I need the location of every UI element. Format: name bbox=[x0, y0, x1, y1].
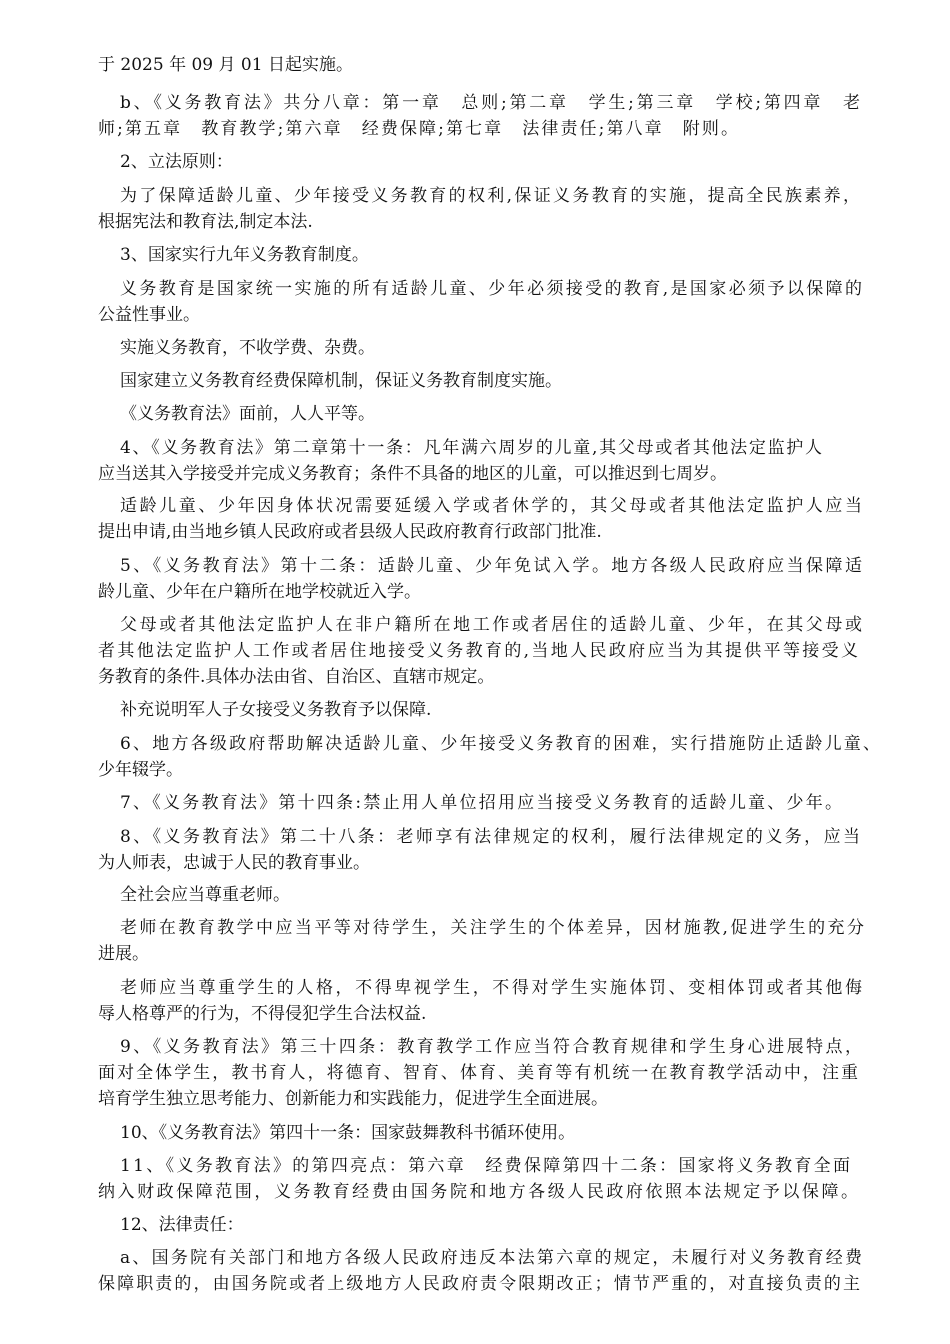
text-line: 为人师表，忠诚于人民的教育事业。 bbox=[98, 853, 370, 873]
text-line: 2、立法原则： bbox=[120, 152, 233, 172]
text-line: 辱人格尊严的行为，不得侵犯学生合法权益. bbox=[98, 1004, 427, 1024]
text-line: 师;第五章 教育教学;第六章 经费保障;第七章 法律责任;第八章 附则。 bbox=[98, 119, 741, 139]
text-line: 少年辍学。 bbox=[98, 760, 183, 780]
text-line: 老师应当尊重学生的人格，不得卑视学生，不得对学生实施体罚、变相体罚或者其他侮 bbox=[120, 978, 865, 998]
text-line: 8、《义务教育法》第二十八条：老师享有法律规定的权利，履行法律规定的义务，应当 bbox=[120, 827, 863, 847]
text-line: 12、法律责任： bbox=[120, 1215, 244, 1235]
text-line: 5、《义务教育法》第十二条：适龄儿童、少年免试入学。地方各级人民政府应当保障适 bbox=[120, 556, 865, 576]
text-line: 补充说明军人子女接受义务教育予以保障. bbox=[120, 700, 432, 720]
text-line: 培育学生独立思考能力、创新能力和实践能力，促进学生全面进展。 bbox=[98, 1089, 608, 1109]
text-line: 7、《义务教育法》第十四条:禁止用人单位招用应当接受义务教育的适龄儿童、少年。 bbox=[120, 793, 845, 813]
text-line: 公益性事业。 bbox=[98, 305, 200, 325]
text-line: 4、《义务教育法》第二章第十一条：凡年满六周岁的儿童,其父母或者其他法定监护人 bbox=[120, 438, 824, 458]
text-line: 父母或者其他法定监护人在非户籍所在地工作或者居住的适龄儿童、少年，在其父母或 bbox=[120, 615, 865, 635]
text-line: 9、《义务教育法》第三十四条：教育教学工作应当符合教育规律和学生身心进展特点， bbox=[120, 1037, 865, 1057]
text-line: 适龄儿童、少年因身体状况需要延缓入学或者休学的，其父母或者其他法定监护人应当 bbox=[120, 496, 865, 516]
text-line: 《义务教育法》面前，人人平等。 bbox=[120, 404, 375, 424]
text-line: 为了保障适龄儿童、少年接受义务教育的权利,保证义务教育的实施，提高全民族素养， bbox=[120, 186, 863, 206]
text-line: a、国务院有关部门和地方各级人民政府违反本法第六章的规定，未履行对义务教育经费 bbox=[120, 1248, 865, 1268]
text-line: 提出申请,由当地乡镇人民政府或者县级人民政府教育行政部门批准. bbox=[98, 522, 602, 542]
text-line: 义务教育是国家统一实施的所有适龄儿童、少年必须接受的教育,是国家必须予以保障的 bbox=[120, 279, 865, 299]
text-line: 务教育的条件.具体办法由省、自治区、直辖市规定。 bbox=[98, 667, 495, 687]
text-line: 10、《义务教育法》第四十一条：国家鼓舞教科书循环使用。 bbox=[120, 1123, 576, 1143]
text-line: 实施义务教育，不收学费、杂费。 bbox=[120, 338, 375, 358]
text-line: 3、国家实行九年义务教育制度。 bbox=[120, 245, 369, 265]
text-line: 全社会应当尊重老师。 bbox=[120, 885, 290, 905]
text-line: 6、地方各级政府帮助解决适龄儿童、少年接受义务教育的困难，实行措施防止适龄儿童、 bbox=[120, 734, 883, 754]
text-line: 龄儿童、少年在户籍所在地学校就近入学。 bbox=[98, 582, 421, 602]
text-line: b、《义务教育法》共分八章：第一章 总则;第二章 学生;第三章 学校;第四章 老 bbox=[120, 93, 863, 113]
text-line: 保障职责的，由国务院或者上级地方人民政府责令限期改正；情节严重的，对直接负责的主 bbox=[98, 1274, 863, 1294]
text-line: 进展。 bbox=[98, 944, 149, 964]
text-line: 纳入财政保障范围，义务教育经费由国务院和地方各级人民政府依照本法规定予以保障。 bbox=[98, 1182, 861, 1202]
text-line: 于 2025 年 09 月 01 日起实施。 bbox=[98, 55, 353, 75]
text-line: 根据宪法和教育法,制定本法. bbox=[98, 212, 313, 232]
text-line: 者其他法定监护人工作或者居住地接受义务教育的,当地人民政府应当为其提供平等接受义 bbox=[98, 641, 861, 661]
text-line: 应当送其入学接受并完成义务教育；条件不具备的地区的儿童，可以推迟到七周岁。 bbox=[98, 464, 727, 484]
text-line: 11、《义务教育法》的第四亮点：第六章 经费保障第四十二条：国家将义务教育全面 bbox=[120, 1156, 853, 1176]
text-line: 面对全体学生，教书育人，将德育、智育、体育、美育等有机统一在教育教学活动中，注重 bbox=[98, 1063, 861, 1083]
text-line: 老师在教育教学中应当平等对待学生，关注学生的个体差异，因材施教,促进学生的充分 bbox=[120, 918, 867, 938]
text-line: 国家建立义务教育经费保障机制，保证义务教育制度实施。 bbox=[120, 371, 562, 391]
